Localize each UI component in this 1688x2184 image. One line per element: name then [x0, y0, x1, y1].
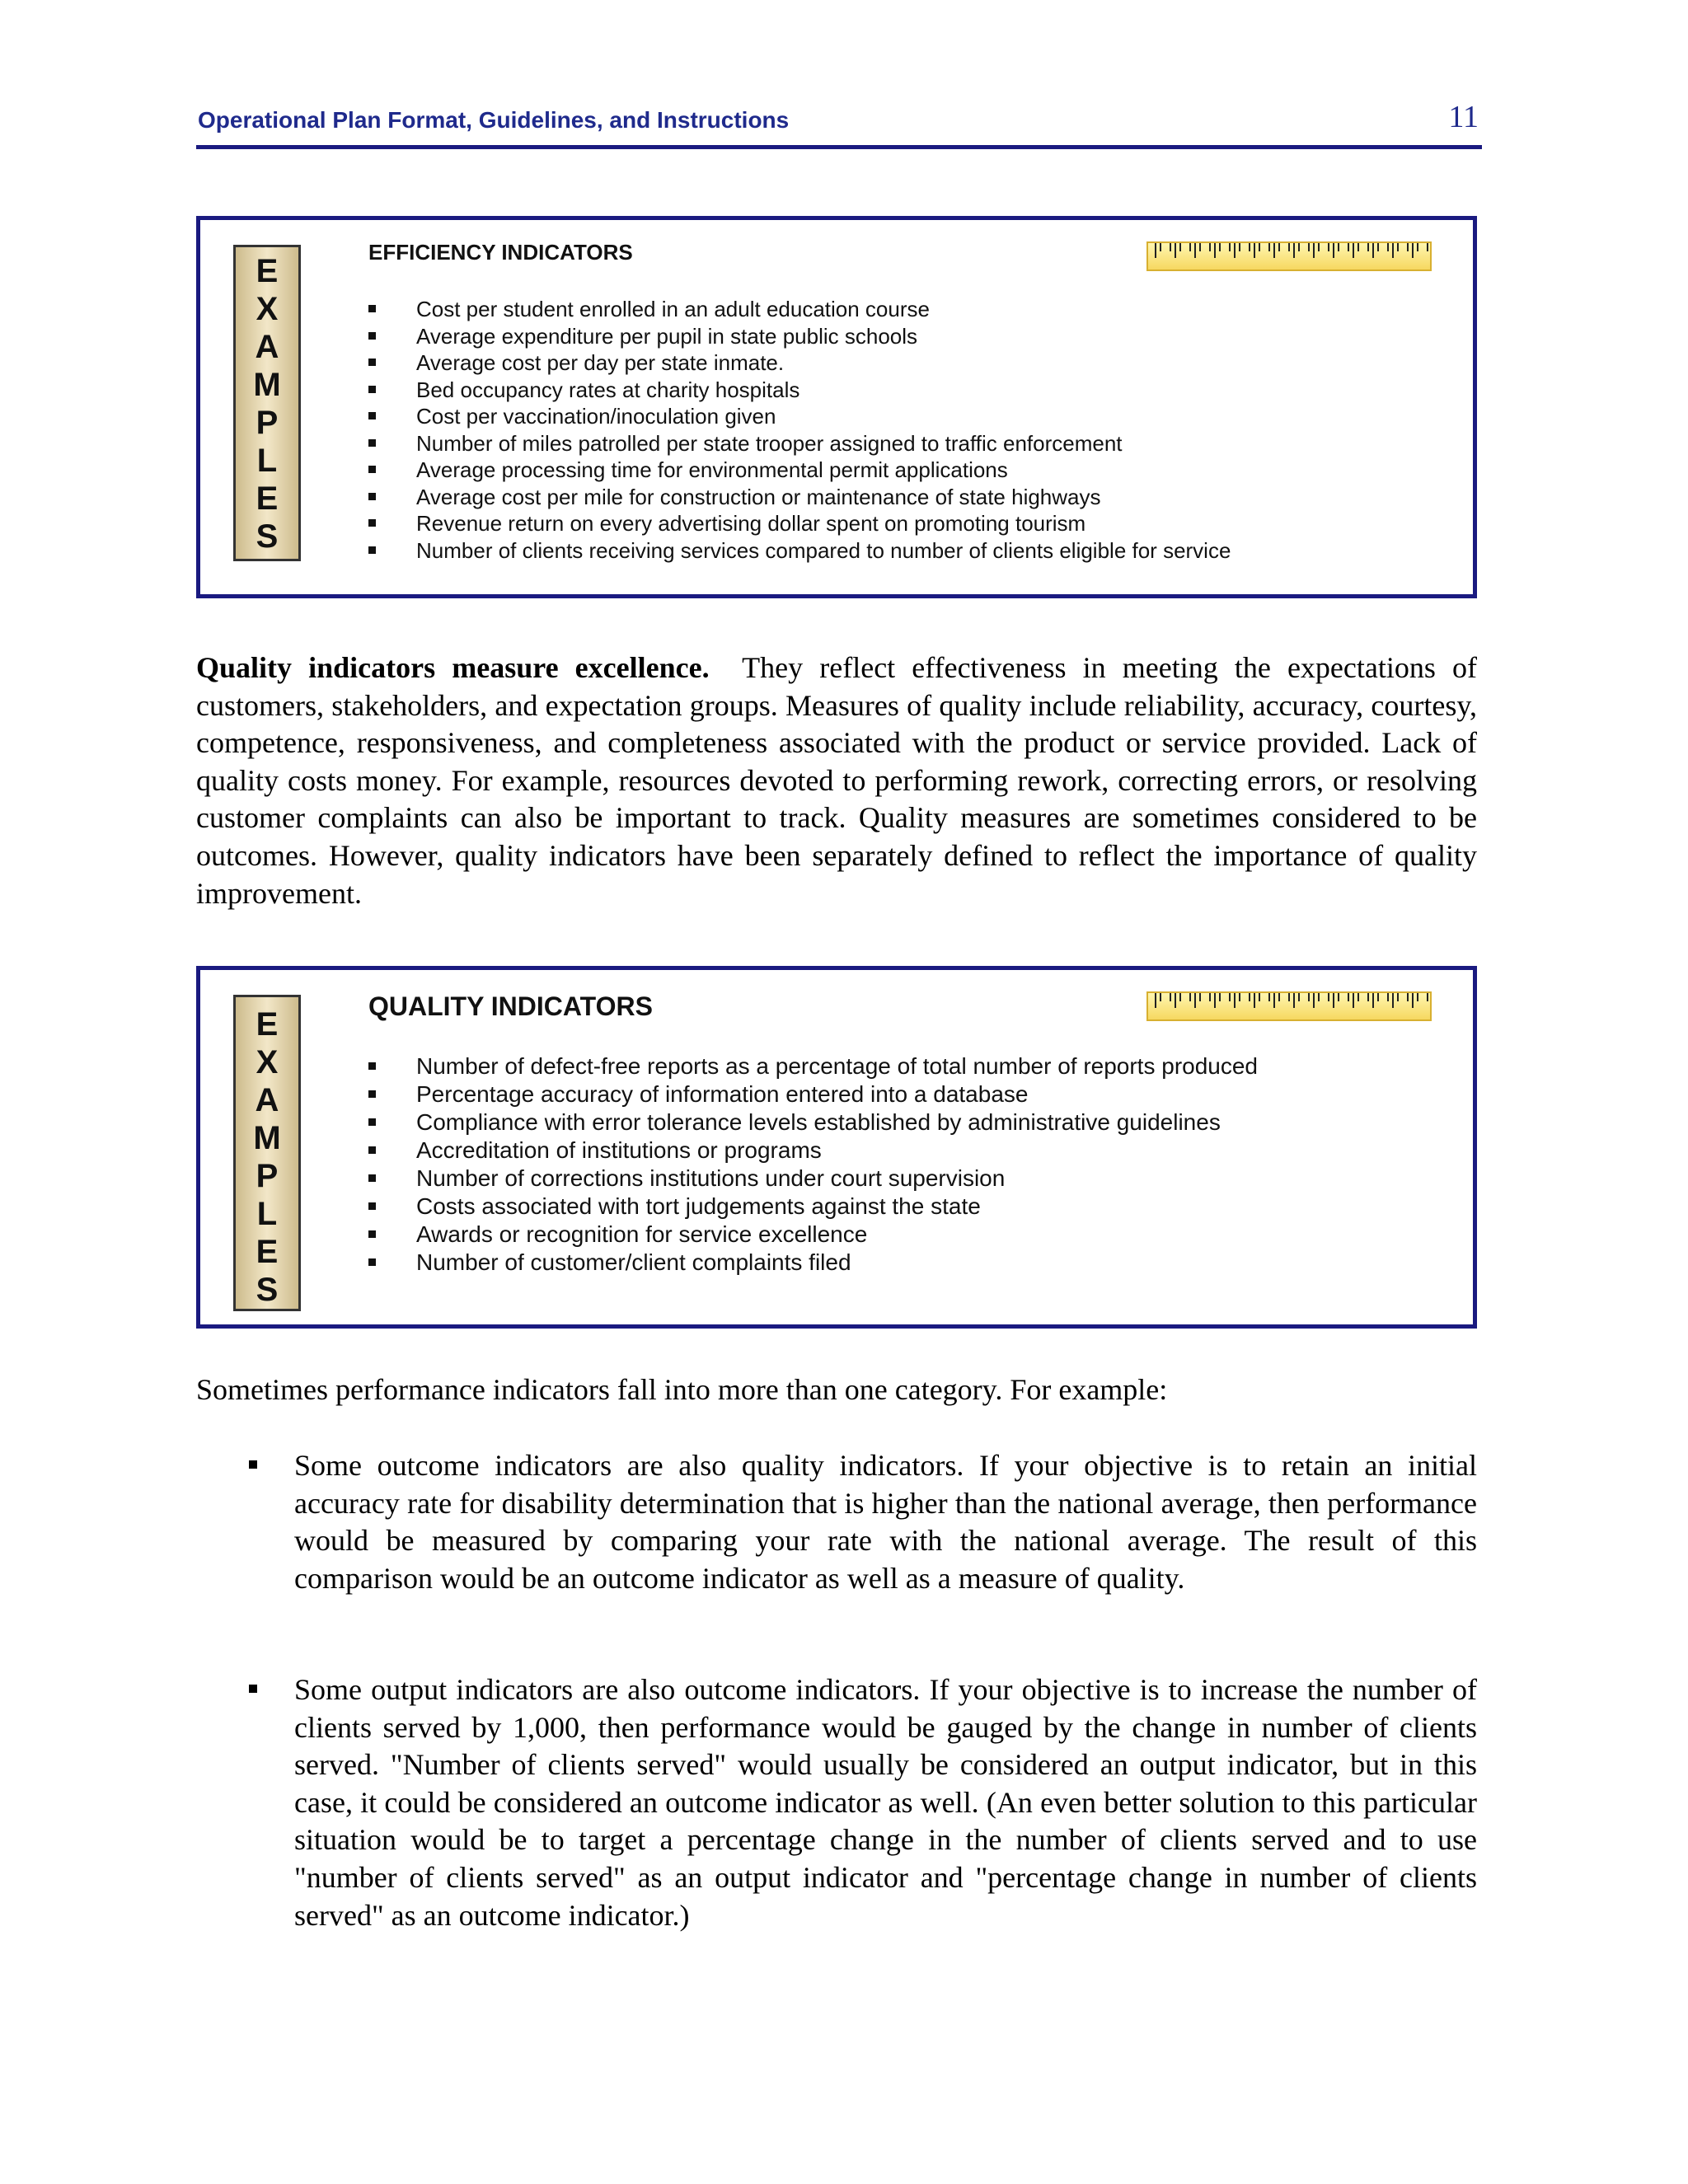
- ruler-icon: [1146, 241, 1432, 271]
- examples-letter: S: [256, 518, 279, 555]
- sometimes-paragraph: Sometimes performance indicators fall into more than one category. For example:: [196, 1373, 1168, 1406]
- bullet-item: Some outcome indicators are also quality indicators. If your objective is to retain an initial accuracy rate for disability determination that is higher than the national average, then performance would be measured by comparing your rate with the national average. The result of this comparison would be an outcome indicator as well as a measure of quality.: [196, 1447, 1477, 1597]
- list-item: Accreditation of institutions or programs: [368, 1137, 1258, 1165]
- examples-letter: E: [256, 1234, 279, 1270]
- list-item: Number of clients receiving services compared to number of clients eligible for service: [368, 537, 1231, 565]
- header-title: Operational Plan Format, Guidelines, and Instructions: [198, 107, 790, 133]
- list-item: Number of miles patrolled per state trooper assigned to traffic enforcement: [368, 430, 1231, 457]
- list-item: Average cost per mile for construction or maintenance of state highways: [368, 484, 1231, 511]
- ruler-icon: [1146, 991, 1432, 1021]
- examples-letter: P: [256, 1158, 279, 1194]
- list-item: Cost per vaccination/inoculation given: [368, 403, 1231, 430]
- bullet-list: [196, 1671, 1477, 1934]
- list-item: Average cost per day per state inmate.: [368, 349, 1231, 377]
- efficiency-list: [368, 296, 1231, 564]
- list-item: Awards or recognition for service excellence: [368, 1221, 1258, 1249]
- efficiency-title: EFFICIENCY INDICATORS: [368, 240, 633, 265]
- quality-paragraph: [196, 649, 1477, 912]
- bullet-list: [196, 1447, 1477, 1597]
- examples-letter: P: [256, 405, 279, 441]
- examples-letter: A: [255, 329, 279, 365]
- quality-title: QUALITY INDICATORS: [368, 991, 653, 1021]
- list-item: Bed occupancy rates at charity hospitals: [368, 377, 1231, 404]
- list-item: Number of corrections institutions under court supervision: [368, 1165, 1258, 1193]
- quality-lead: Quality indicators measure excellence.: [196, 651, 710, 684]
- quality-examples-box: [196, 966, 1477, 1329]
- quality-body: They reflect effectiveness in meeting the expectations of customers, stakeholders, and expectation groups. Measures of quality include reliability, accuracy, courtesy, competence, responsiveness, and completeness associated with the product or service provided. Lack of quality costs money. For example, resources devoted to performing rework, correcting errors, or resolving customer complaints can also be important to track. Quality measures are sometimes considered to be outcomes. However, quality indicators have been separately defined to reflect the importance of quality improvement.: [196, 651, 1477, 910]
- list-item: Average expenditure per pupil in state public schools: [368, 323, 1231, 350]
- examples-letter: A: [255, 1082, 279, 1118]
- examples-letter: L: [256, 443, 278, 479]
- examples-letter: M: [253, 367, 281, 403]
- examples-letter: M: [253, 1120, 281, 1156]
- examples-tab: [233, 245, 301, 561]
- efficiency-examples-box: [196, 216, 1477, 598]
- page-header: [196, 99, 1482, 149]
- bullet-item: Some output indicators are also outcome indicators. If your objective is to increase the number of clients served by 1,000, then performance would be gauged by the change in number of clients served. "Number of clients served" would usually be considered an output indicator, but in this case, it could be considered an outcome indicator as well. (An even better solution to this particular situation would be to target a percentage change in the number of clients served and to use "number of clients served" as an output indicator and "percentage change in number of clients served" as an outcome indicator.): [196, 1671, 1477, 1934]
- list-item: Number of customer/client complaints filed: [368, 1249, 1258, 1277]
- examples-letter: E: [256, 253, 279, 289]
- list-item: Average processing time for environmental permit applications: [368, 457, 1231, 484]
- list-item: Cost per student enrolled in an adult education course: [368, 296, 1231, 323]
- examples-letter: X: [256, 291, 279, 327]
- examples-tab: [233, 995, 301, 1311]
- list-item: Costs associated with tort judgements against the state: [368, 1193, 1258, 1221]
- list-item: Percentage accuracy of information entered into a database: [368, 1080, 1258, 1108]
- examples-letter: S: [256, 1272, 279, 1308]
- quality-list: [368, 1052, 1258, 1277]
- list-item: Number of defect-free reports as a percentage of total number of reports produced: [368, 1052, 1258, 1080]
- page-number: 11: [1448, 100, 1479, 134]
- examples-letter: L: [256, 1196, 278, 1232]
- list-item: Compliance with error tolerance levels established by administrative guidelines: [368, 1108, 1258, 1137]
- examples-letter: X: [256, 1044, 279, 1080]
- examples-letter: E: [256, 1006, 279, 1043]
- examples-letter: E: [256, 480, 279, 517]
- list-item: Revenue return on every advertising dollar spent on promoting tourism: [368, 510, 1231, 537]
